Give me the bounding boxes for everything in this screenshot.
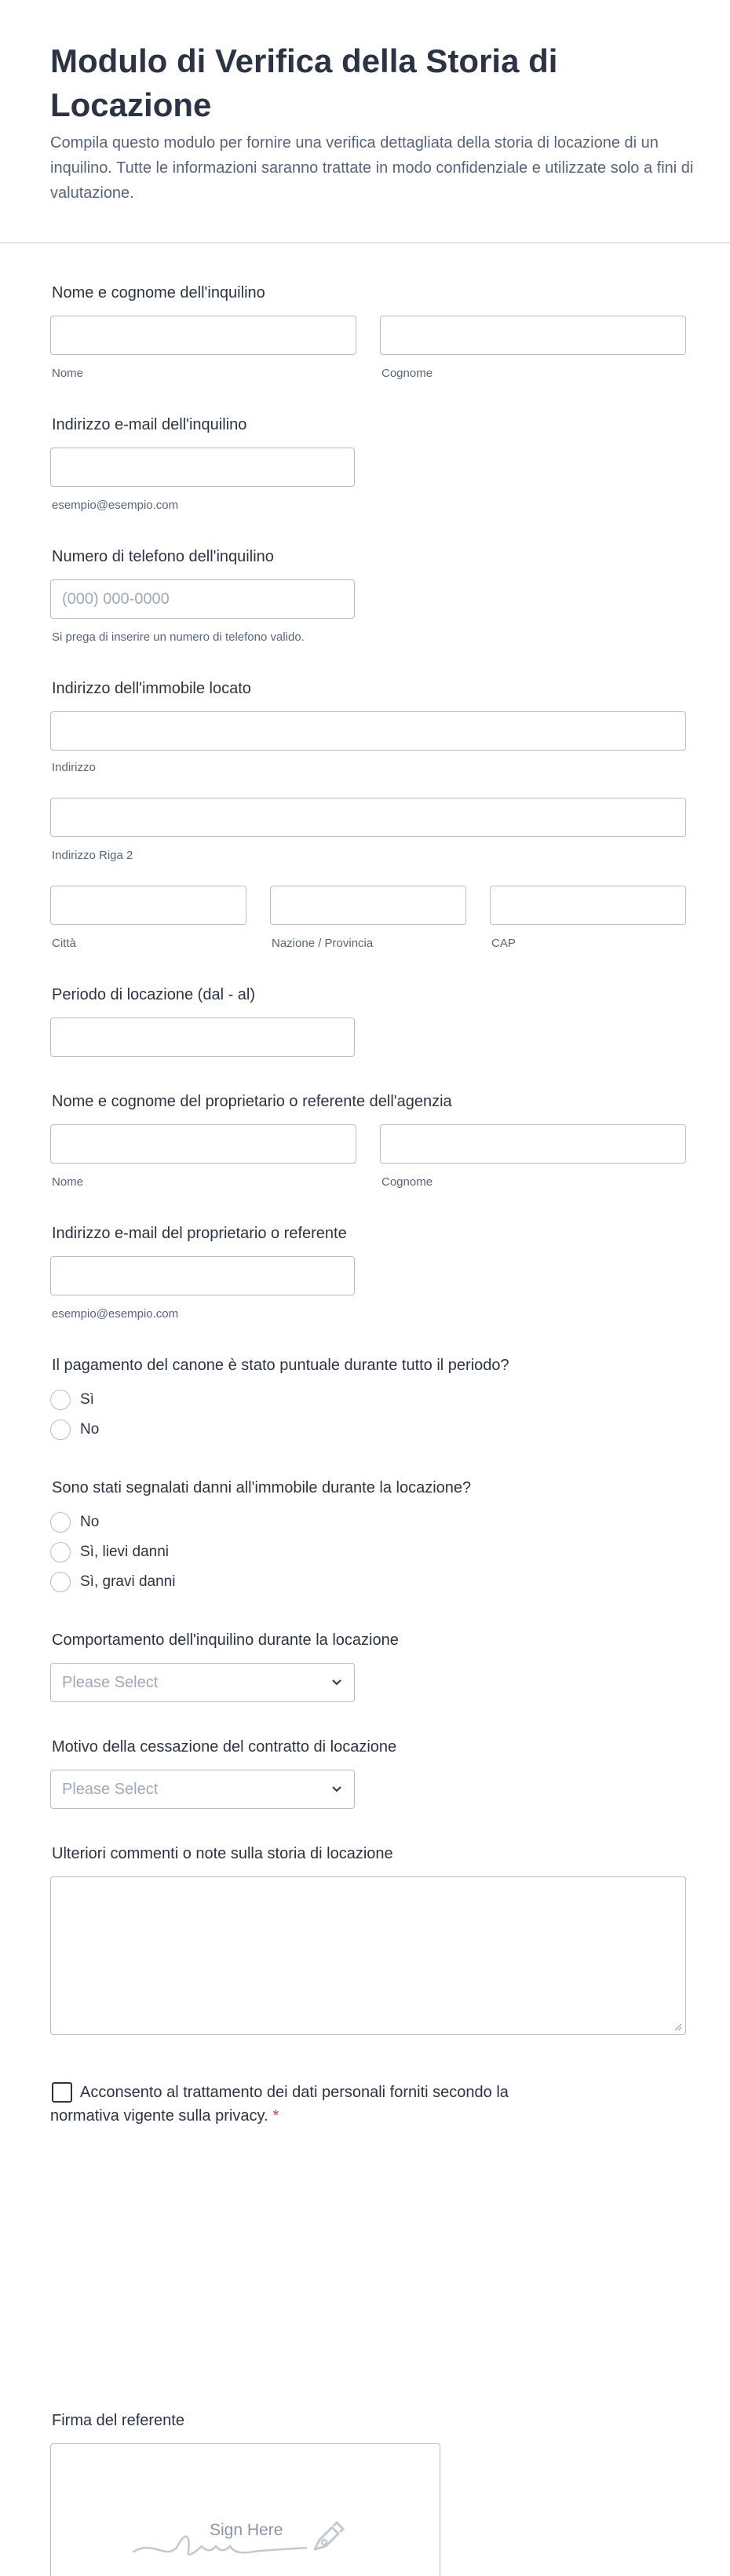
tenant-phone-label: Numero di telefono dell'inquilino	[52, 548, 274, 565]
address-line2-input[interactable]	[50, 798, 686, 837]
tenant-email-label: Indirizzo e-mail dell'inquilino	[52, 416, 247, 433]
radio-label: No	[80, 1514, 100, 1530]
radio-circle[interactable]	[50, 1542, 71, 1562]
landlord-email-input[interactable]	[50, 1256, 355, 1295]
pen-icon	[310, 2519, 345, 2554]
tenant-first-name-input[interactable]	[50, 316, 356, 355]
radio-label: No	[80, 1421, 100, 1438]
state-input[interactable]	[270, 886, 466, 925]
address-line1-input[interactable]	[50, 711, 686, 751]
damage-option-major[interactable]	[50, 1570, 175, 1594]
city-input[interactable]	[50, 886, 246, 925]
payment-option-no[interactable]	[50, 1418, 99, 1441]
state-sublabel: Nazione / Provincia	[272, 937, 374, 950]
landlord-last-name-input[interactable]	[380, 1124, 686, 1164]
tenant-first-name-sublabel: Nome	[52, 367, 84, 380]
address-line1-sublabel: Indirizzo	[52, 761, 96, 774]
form-header	[50, 39, 694, 206]
landlord-last-name-sublabel: Cognome	[381, 1175, 433, 1189]
radio-label: Sì, gravi danni	[80, 1573, 176, 1590]
tenant-last-name-sublabel: Cognome	[381, 367, 433, 380]
tenant-email-hint: esempio@esempio.com	[52, 499, 179, 512]
landlord-first-name-input[interactable]	[50, 1124, 356, 1164]
tenant-phone-input[interactable]: (000) 000-0000	[50, 579, 355, 619]
tenant-email-input[interactable]	[50, 448, 355, 487]
termination-select-value: Please Select	[62, 1780, 159, 1798]
tenant-name-label: Nome e cognome dell'inquilino	[52, 284, 265, 301]
damage-option-no[interactable]	[50, 1511, 99, 1534]
tenant-last-name-input[interactable]	[380, 316, 686, 355]
comments-label: Ulteriori commenti o note sulla storia di locazione	[52, 1845, 393, 1862]
behavior-select-value: Please Select	[62, 1673, 159, 1691]
termination-select[interactable]	[50, 1770, 355, 1809]
chevron-down-icon	[329, 1675, 345, 1690]
radio-circle[interactable]	[50, 1572, 71, 1592]
radio-circle[interactable]	[50, 1420, 71, 1440]
signature-pad[interactable]	[50, 2443, 440, 2576]
signature-placeholder: Sign Here	[210, 2521, 283, 2539]
form-subtitle: Compila questo modulo per fornire una verifica dettagliata della storia di locazione di un inquilino. Tutte le informazioni saranno trattate in modo confidenziale e utilizzate solo a fini di valutazione.	[50, 134, 694, 202]
comments-textarea[interactable]	[50, 1876, 686, 2035]
form-title: Modulo di Verifica della Storia di Locazione	[50, 42, 558, 123]
radio-label: Sì, lievi danni	[80, 1544, 170, 1560]
signature-label: Firma del referente	[52, 2412, 184, 2429]
radio-circle[interactable]	[50, 1390, 71, 1410]
resize-handle-icon[interactable]	[674, 2023, 682, 2031]
behavior-select[interactable]	[50, 1663, 355, 1702]
landlord-name-label: Nome e cognome del proprietario o referente dell'agenzia	[52, 1093, 452, 1110]
zip-sublabel: CAP	[491, 937, 516, 950]
zip-input[interactable]	[490, 886, 686, 925]
header-divider	[0, 242, 730, 243]
damage-label: Sono stati segnalati danni all'immobile durante la locazione?	[52, 1479, 472, 1496]
required-mark: *	[272, 2107, 279, 2125]
radio-circle[interactable]	[50, 1512, 71, 1533]
tenant-phone-hint: Si prega di inserire un numero di telefono valido.	[52, 630, 305, 644]
period-label: Periodo di locazione (dal - al)	[52, 986, 256, 1003]
behavior-label: Comportamento dell'inquilino durante la locazione	[52, 1631, 399, 1649]
period-input[interactable]	[50, 1018, 355, 1057]
landlord-email-label: Indirizzo e-mail del proprietario o referente	[52, 1225, 347, 1242]
termination-label: Motivo della cessazione del contratto di locazione	[52, 1738, 397, 1756]
landlord-first-name-sublabel: Nome	[52, 1175, 84, 1189]
address-line2-sublabel: Indirizzo Riga 2	[52, 849, 133, 862]
city-sublabel: Città	[52, 937, 76, 950]
consent-label: Acconsento al trattamento dei dati personali forniti secondo la normativa vigente sulla privacy.	[50, 2084, 509, 2125]
chevron-down-icon	[329, 1781, 345, 1797]
payment-option-yes[interactable]	[50, 1388, 94, 1412]
payment-label: Il pagamento del canone è stato puntuale durante tutto il periodo?	[52, 1357, 509, 1374]
damage-option-minor[interactable]	[50, 1540, 169, 1564]
landlord-email-hint: esempio@esempio.com	[52, 1307, 179, 1321]
consent-text	[50, 2081, 568, 2128]
address-label: Indirizzo dell'immobile locato	[52, 680, 251, 697]
radio-label: Sì	[80, 1391, 94, 1408]
